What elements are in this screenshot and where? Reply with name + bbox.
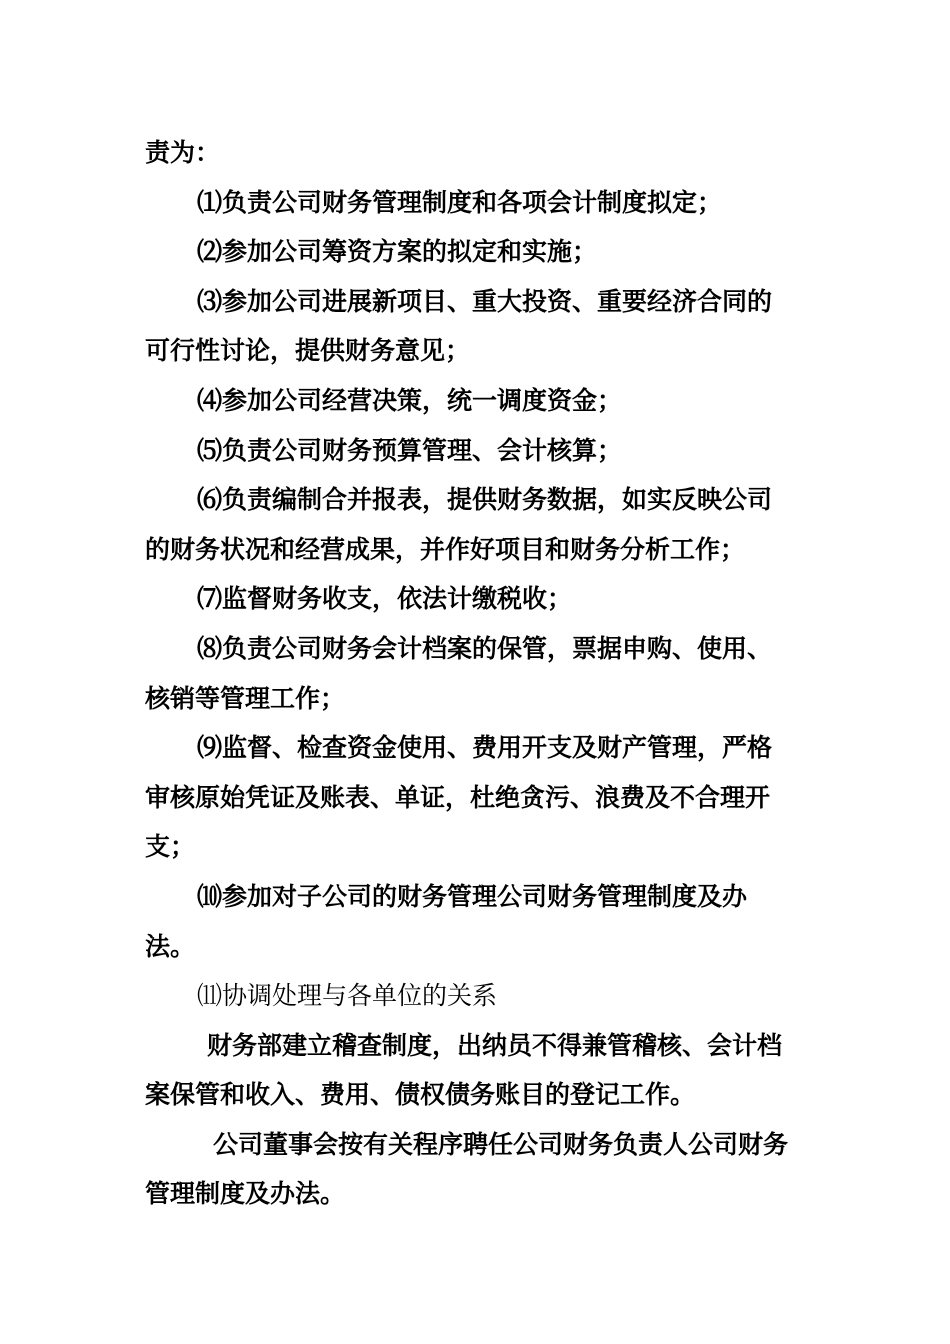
text-line: ⑹负责编制合并报表，提供财务数据，如实反映公司 <box>197 485 773 515</box>
list-item-5 <box>145 426 809 476</box>
list-item-11 <box>145 971 809 1021</box>
text-line: ⑼监督、检查资金使用、费用开支及财产管理，严格 <box>197 733 773 763</box>
paragraph-intro <box>145 128 809 178</box>
text-line: 公司董事会按有关程序聘任公司财务负责人公司财务 <box>213 1129 789 1159</box>
text-line: ⑴负责公司财务管理制度和各项会计制度拟定； <box>197 187 723 217</box>
text-line: 财务部建立稽查制度，出纳员不得兼管稽核、会计档 <box>207 1030 783 1060</box>
document-body <box>145 128 809 1219</box>
text-line: ⑺监督财务收支，依法计缴税收； <box>197 584 573 614</box>
text-line: ⑷参加公司经营决策，统一调度资金； <box>197 385 623 415</box>
text-line: ⑸负责公司财务预算管理、会计核算； <box>197 435 623 465</box>
text-line: 的财务状况和经营成果，并作好项目和财务分析工作； <box>145 534 746 564</box>
text-line: 案保管和收入、费用、债权债务账目的登记工作。 <box>145 1080 696 1110</box>
list-item-6 <box>145 475 809 574</box>
text-line: 可行性讨论，提供财务意见； <box>145 336 471 366</box>
text-line: ⑶参加公司进展新项目、重大投资、重要经济合同的 <box>197 286 773 316</box>
list-item-10 <box>145 872 809 971</box>
list-item-3 <box>145 277 809 376</box>
paragraph-board-appointment <box>145 1120 809 1219</box>
text-line: ⑵参加公司筹资方案的拟定和实施； <box>197 237 598 267</box>
list-item-9 <box>145 723 809 872</box>
text-line: 法。 <box>145 931 196 961</box>
text-line: 支； <box>145 832 196 862</box>
text-line: 审核原始凭证及账表、单证，杜绝贪污、浪费及不合理开 <box>145 782 771 812</box>
text-line: 管理制度及办法。 <box>145 1179 346 1209</box>
list-item-8 <box>145 624 809 723</box>
text-line: ⑻负责公司财务会计档案的保管，票据申购、使用、 <box>197 633 773 663</box>
text-line: ⑾协调处理与各单位的关系 <box>197 981 498 1011</box>
list-item-7 <box>145 574 809 624</box>
list-item-2 <box>145 227 809 277</box>
text-line: ⑽参加对子公司的财务管理公司财务管理制度及办 <box>197 881 748 911</box>
list-item-1 <box>145 178 809 228</box>
text-line: 核销等管理工作； <box>145 683 346 713</box>
paragraph-audit-system <box>145 1021 809 1120</box>
text-line: 责为： <box>145 138 221 167</box>
list-item-4 <box>145 376 809 426</box>
